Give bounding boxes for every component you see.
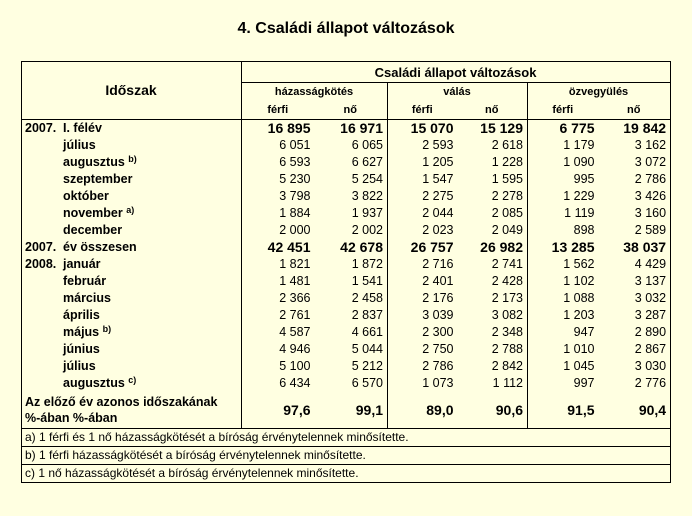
value-cell: 1 090 — [563, 155, 595, 169]
period-cell — [22, 358, 242, 375]
pct-label-line2: %-ában %-ában — [25, 411, 118, 425]
table-row — [22, 154, 671, 171]
period-cell — [22, 290, 242, 307]
table-row — [22, 290, 671, 307]
period-cell — [22, 154, 242, 171]
value-cell: 6 775 — [559, 120, 595, 136]
period-cell — [22, 273, 242, 290]
value-cell: 1 203 — [563, 308, 595, 322]
value-cell: 2 776 — [599, 375, 671, 392]
value-cell: 3 160 — [599, 205, 671, 222]
table-row — [22, 375, 671, 392]
value-cell: 5 044 — [315, 341, 388, 358]
value-cell: 1 595 — [458, 171, 528, 188]
table-row — [22, 358, 671, 375]
marital-status-table — [21, 61, 671, 483]
period-label: év összesen — [63, 240, 137, 254]
period-cell — [22, 120, 242, 138]
period-label: július — [63, 359, 96, 373]
table-row — [22, 222, 671, 239]
pct-cell: 99,1 — [315, 392, 388, 429]
value-cell: 1 562 — [563, 257, 595, 271]
table-row — [22, 171, 671, 188]
value-cell: 5 100 — [279, 359, 311, 373]
period-cell — [22, 205, 242, 222]
period-label: július — [63, 138, 96, 152]
period-label: február — [63, 274, 107, 288]
value-cell: 3 162 — [599, 137, 671, 154]
value-cell: 1 179 — [563, 138, 595, 152]
value-cell: 1 547 — [422, 172, 454, 186]
period-cell — [22, 256, 242, 273]
value-cell: 2 176 — [422, 291, 454, 305]
pct-cell: 97,6 — [242, 392, 315, 429]
period-label: augusztus — [63, 155, 125, 169]
period-cell — [22, 137, 242, 154]
value-cell: 4 661 — [315, 324, 388, 341]
value-cell: 4 587 — [279, 325, 311, 339]
sex-header: férfi — [388, 101, 458, 120]
value-cell: 15 129 — [458, 120, 528, 138]
sex-header: nő — [458, 101, 528, 120]
value-cell: 3 426 — [599, 188, 671, 205]
value-cell: 3 822 — [315, 188, 388, 205]
pct-label-line1: Az előző év azonos időszakának — [25, 395, 218, 409]
value-cell: 2 842 — [458, 358, 528, 375]
value-cell: 2 716 — [422, 257, 454, 271]
value-cell: 1 228 — [458, 154, 528, 171]
value-cell: 1 821 — [279, 257, 311, 271]
value-cell: 3 032 — [599, 290, 671, 307]
pct-row-label — [22, 392, 242, 429]
year-label: 2007. — [25, 121, 57, 135]
value-cell: 2 589 — [599, 222, 671, 239]
value-cell: 6 051 — [279, 138, 311, 152]
pct-cell: 90,6 — [458, 392, 528, 429]
value-cell: 2 867 — [599, 341, 671, 358]
value-cell: 1 102 — [563, 274, 595, 288]
footnote-c: c) 1 nő házasságkötését a bíróság érvénytelennek minősítette. — [22, 465, 671, 483]
value-cell: 2 786 — [422, 359, 454, 373]
subheader-divorce: válás — [388, 83, 528, 102]
value-cell: 997 — [573, 376, 595, 390]
value-cell: 2 761 — [279, 308, 311, 322]
value-cell: 1 872 — [315, 256, 388, 273]
value-cell: 1 073 — [422, 376, 454, 390]
value-cell: 4 946 — [279, 342, 311, 356]
period-cell — [22, 171, 242, 188]
value-cell: 2 741 — [458, 256, 528, 273]
period-label: december — [63, 223, 123, 237]
value-cell: 2 049 — [458, 222, 528, 239]
pct-cell: 91,5 — [528, 392, 599, 429]
note-row — [22, 465, 671, 483]
value-cell: 5 230 — [279, 172, 311, 186]
sex-header: nő — [315, 101, 388, 120]
table-row — [22, 256, 671, 273]
value-cell: 5 254 — [315, 171, 388, 188]
value-cell: 2 348 — [458, 324, 528, 341]
value-cell: 6 570 — [315, 375, 388, 392]
value-cell: 1 112 — [458, 375, 528, 392]
value-cell: 1 205 — [422, 155, 454, 169]
value-cell: 2 300 — [422, 325, 454, 339]
value-cell: 3 137 — [599, 273, 671, 290]
value-cell: 2 593 — [422, 138, 454, 152]
pct-row — [22, 392, 671, 429]
value-cell: 6 065 — [315, 137, 388, 154]
table-body — [22, 120, 671, 393]
table-row — [22, 307, 671, 324]
period-label: szeptember — [63, 172, 133, 186]
page-title: 4. Családi állapot változások — [237, 20, 455, 37]
period-label: I. félév — [63, 121, 102, 135]
value-cell: 947 — [573, 325, 595, 339]
group-header: Családi állapot változások — [242, 62, 671, 83]
footnote-b: b) 1 férfi házasságkötését a bíróság érvénytelennek minősítette. — [22, 447, 671, 465]
value-cell: 42 451 — [267, 239, 311, 255]
period-cell — [22, 307, 242, 324]
value-cell: 2 002 — [315, 222, 388, 239]
value-cell: 3 030 — [599, 358, 671, 375]
value-cell: 3 072 — [599, 154, 671, 171]
value-cell: 2 428 — [458, 273, 528, 290]
table-row — [22, 341, 671, 358]
value-cell: 2 618 — [458, 137, 528, 154]
value-cell: 1 088 — [563, 291, 595, 305]
period-cell — [22, 239, 242, 256]
value-cell: 38 037 — [599, 239, 671, 256]
sex-header: férfi — [242, 101, 315, 120]
value-cell: 2 278 — [458, 188, 528, 205]
value-cell: 1 937 — [315, 205, 388, 222]
period-label: október — [63, 189, 109, 203]
table-row — [22, 239, 671, 256]
subheader-widowhood: özvegyülés — [528, 83, 671, 102]
value-cell: 2 458 — [315, 290, 388, 307]
table-row — [22, 205, 671, 222]
value-cell: 4 429 — [599, 256, 671, 273]
value-cell: 1 045 — [563, 359, 595, 373]
value-cell: 1 119 — [564, 206, 595, 220]
table-row — [22, 273, 671, 290]
value-cell: 1 010 — [563, 342, 595, 356]
footnote-ref: b) — [128, 154, 137, 164]
value-cell: 2 788 — [458, 341, 528, 358]
table-row — [22, 137, 671, 154]
value-cell: 15 070 — [410, 120, 454, 136]
value-cell: 16 895 — [267, 120, 311, 136]
value-cell: 2 401 — [422, 274, 454, 288]
value-cell: 3 798 — [279, 189, 311, 203]
value-cell: 1 229 — [563, 189, 595, 203]
value-cell: 2 173 — [458, 290, 528, 307]
value-cell: 26 982 — [458, 239, 528, 256]
value-cell: 13 285 — [551, 239, 595, 255]
period-label: április — [63, 308, 100, 322]
year-label: 2008. — [25, 257, 57, 271]
value-cell: 16 971 — [315, 120, 388, 138]
period-cell — [22, 188, 242, 205]
sex-header: férfi — [528, 101, 599, 120]
value-cell: 19 842 — [599, 120, 671, 138]
period-label: március — [63, 291, 111, 305]
value-cell: 2 275 — [422, 189, 454, 203]
value-cell: 2 890 — [599, 324, 671, 341]
value-cell: 3 039 — [422, 308, 454, 322]
value-cell: 898 — [573, 223, 595, 237]
value-cell: 1 541 — [315, 273, 388, 290]
period-label: június — [63, 342, 100, 356]
value-cell: 3 287 — [599, 307, 671, 324]
table-row — [22, 324, 671, 341]
period-label: január — [63, 257, 101, 271]
period-label: augusztus — [63, 376, 125, 390]
value-cell: 1 884 — [279, 206, 311, 220]
footnote-ref: a) — [126, 205, 135, 215]
value-cell: 6 593 — [279, 155, 311, 169]
footnote-ref: b) — [102, 324, 112, 334]
value-cell: 2 044 — [422, 206, 454, 220]
footnote-a: a) 1 férfi és 1 nő házasságkötését a bíróság érvénytelennek minősítette. — [22, 429, 671, 447]
period-label: május — [63, 325, 100, 339]
period-cell — [22, 222, 242, 239]
value-cell: 2 085 — [458, 205, 528, 222]
value-cell: 5 212 — [315, 358, 388, 375]
table-row — [22, 120, 671, 138]
value-cell: 26 757 — [410, 239, 454, 255]
note-row — [22, 447, 671, 465]
period-label: november — [63, 206, 123, 220]
value-cell: 3 082 — [458, 307, 528, 324]
note-row — [22, 429, 671, 447]
footnote-ref: c) — [128, 375, 137, 385]
value-cell: 6 627 — [315, 154, 388, 171]
value-cell: 2 023 — [422, 223, 454, 237]
value-cell: 2 837 — [315, 307, 388, 324]
sex-header: nő — [599, 101, 671, 120]
year-label: 2007. — [25, 240, 57, 254]
value-cell: 2 750 — [422, 342, 454, 356]
pct-cell: 90,4 — [599, 392, 671, 429]
subheader-marriage: házasságkötés — [242, 83, 388, 102]
period-cell — [22, 324, 242, 341]
value-cell: 2 000 — [279, 223, 311, 237]
value-cell: 2 366 — [279, 291, 311, 305]
value-cell: 2 786 — [599, 171, 671, 188]
period-cell — [22, 375, 242, 392]
value-cell: 42 678 — [315, 239, 388, 256]
period-cell — [22, 341, 242, 358]
period-header: Időszak — [22, 62, 242, 120]
value-cell: 6 434 — [279, 376, 311, 390]
value-cell: 995 — [573, 172, 595, 186]
table-row — [22, 188, 671, 205]
pct-cell: 89,0 — [388, 392, 458, 429]
value-cell: 1 481 — [279, 274, 311, 288]
